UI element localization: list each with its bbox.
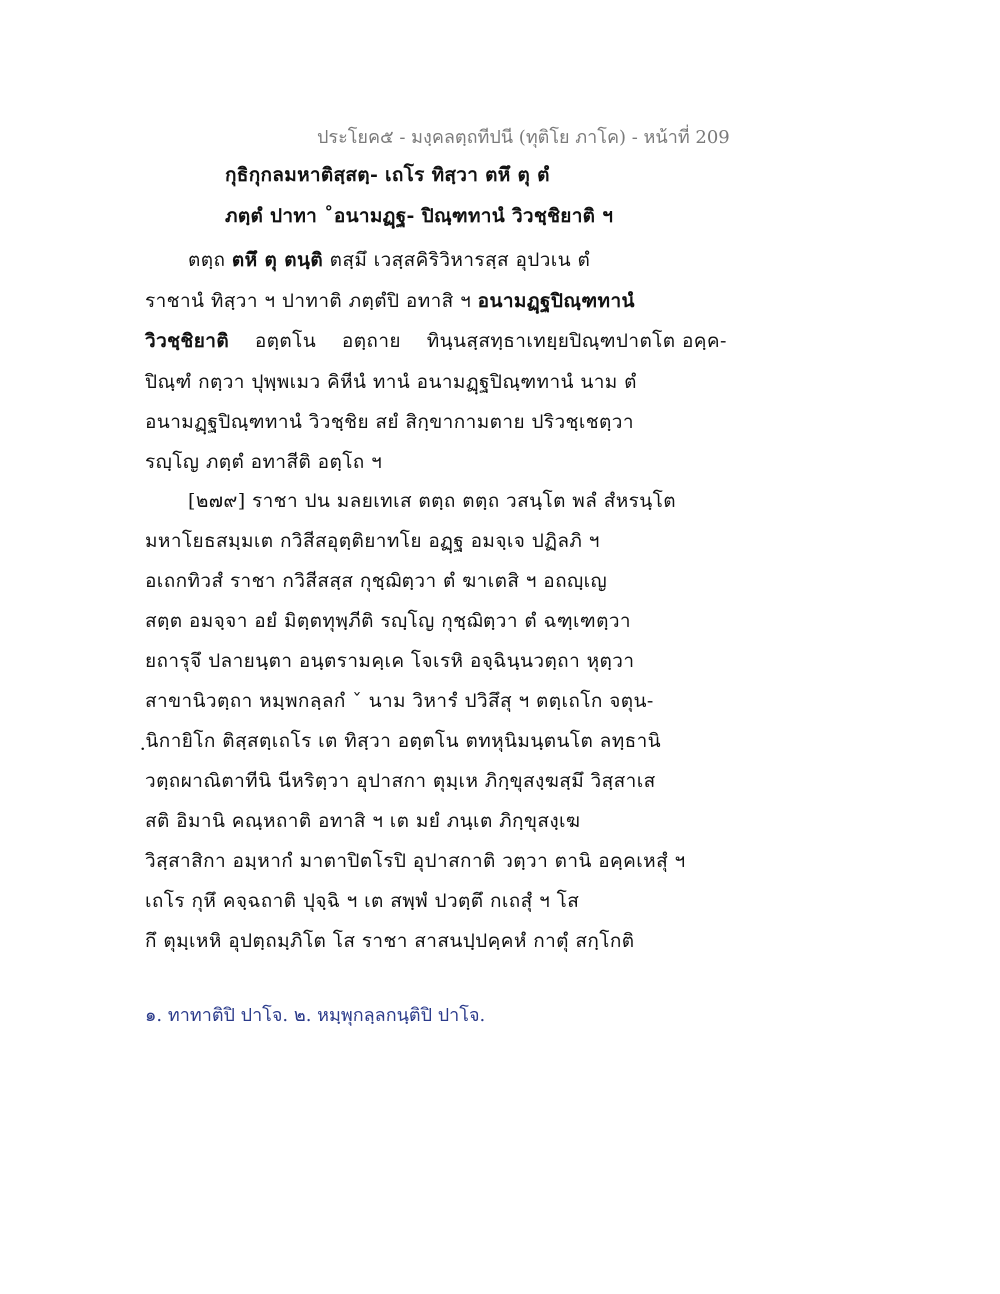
paragraph-2-line-3: อเถกทิวสํ ราชา กวิสีสสฺส กุชฺฌิตฺวา ตํ ฆาเตสิ ฯ อถญฺเญ bbox=[145, 570, 608, 592]
paragraph-2-line-1: [๒๗๙] ราชา ปน มลยเทเส ตตฺถ ตตฺถ วสนฺโต พลํ สํหรนฺโต bbox=[188, 490, 676, 512]
paragraph-2-line-8: วตฺถผาณิตาทีนิ นีหริตฺวา อุปาสกา ตุมฺเห ภิกฺขุสงฺฆสฺมึ วิสฺสาเส bbox=[145, 770, 656, 792]
paragraph-1-line-1 bbox=[188, 245, 700, 275]
text: ตสฺมึ เวสฺสคิริวิหารสฺส อุปวเน ตํ bbox=[323, 249, 591, 271]
paragraph-2-line-2: มหาโยธสมฺมเต กวิสีสอุตฺติยาทโย อฏฺฐ อมจฺเจ ปฏิลภิ ฯ bbox=[145, 530, 600, 552]
paragraph-1-line-6: รญฺโญ ภตฺตํ อทาสีติ อตฺโถ ฯ bbox=[145, 451, 383, 473]
paragraph-2-line-6: สาขานิวตฺถา หมฺพกลฺลกํ ˇ นาม วิหารํ ปวิสึสุ ฯ ตตฺเถโก จตุน- bbox=[145, 690, 654, 712]
paragraph-2-line-9: สติ อิมานิ คณฺหถาติ อทาสิ ฯ เต มยํ ภนฺเต ภิกฺขุสงฺเฆ bbox=[145, 810, 581, 832]
term-bold: อนามฏฺฐปิณฺฑทานํ bbox=[477, 290, 635, 312]
paragraph-2-line-7: ฺนิกายิโก ติสฺสตฺเถโร เต ทิสฺวา อตฺตโน ตทหุนิมนฺตนโต ลทฺธานิ bbox=[145, 730, 662, 752]
paragraph-2-line-5: ยถารุจึ ปลายนฺตา อนฺตรามคฺเค โจเรหิ อจฺฉินฺนวตฺถา หุตฺวา bbox=[145, 650, 635, 672]
paragraph-2-line-4: สตฺต อมจฺจา อยํ มิตฺตทุพฺภีติ รญฺโญ กุชฺฌิตฺวา ตํ ฉฑฺเฑตฺวา bbox=[145, 610, 631, 632]
verse-line-1: กุธิกุกลมหาติสฺสตฺ- เถโร ทิสฺวา ตหึ ตุ ตํ bbox=[225, 164, 550, 186]
paragraph-2-line-10: วิสฺสาสิกา อมฺหากํ มาตาปิตโรปิ อุปาสกาติ วตฺวา ตานิ อคฺคเหสุํ ฯ bbox=[145, 850, 686, 872]
text: อตฺตโน อตฺถาย ทินฺนสฺสทฺธาเทยฺยปิณฺฑปาตโต อคฺค- bbox=[229, 330, 727, 352]
footnote: ๑. ทาทาติปิ ปาโจ. ๒. หมฺพุกลฺลกนฺติปิ ปาโจ. bbox=[145, 1005, 486, 1026]
paragraph-2-line-12: กึ ตุมฺเหหิ อุปตฺถมฺภิโต โส ราชา สาสนปฺปคฺคหํ กาตุํ สกฺโกติ bbox=[145, 930, 635, 952]
term-bold: ตหึ ตุ ตนฺติ bbox=[231, 249, 324, 271]
term-bold: วิวชฺชิยาติ bbox=[145, 330, 230, 352]
paragraph-1-line-3 bbox=[145, 326, 727, 356]
text: ราชานํ ทิสฺวา ฯ ปาทาติ ภตฺตํปิ อทาสิ ฯ bbox=[145, 290, 478, 312]
verse-line-2: ภตฺตํ ปาทา ˚อนามฏฺฐ- ปิณฺฑทานํ วิวชฺชิยาติ ฯ bbox=[225, 205, 614, 227]
paragraph-1-line-5: อนามฏฺฐปิณฺฑทานํ วิวชฺชิย สยํ สิกฺขากามตาย ปริวชฺเชตฺวา bbox=[145, 411, 634, 433]
paragraph-2-line-11: เถโร กุหึ คจฺฉถาติ ปุจฺฉิ ฯ เต สพฺพํ ปวตฺตึ กเถสุํ ฯ โส bbox=[145, 890, 580, 912]
text: ตตฺถ bbox=[188, 249, 232, 271]
paragraph-1-line-2 bbox=[145, 286, 700, 316]
page-header: ประโยค๕ - มงฺคลตฺถทีปนี (ทุติโย ภาโค) - หน้าที่ 209 bbox=[317, 127, 730, 148]
paragraph-1-line-4: ปิณฺฑํ กตฺวา ปุพฺพเมว คิหีนํ ทานํ อนามฏฺฐปิณฺฑทานํ นาม ตํ bbox=[145, 371, 637, 393]
